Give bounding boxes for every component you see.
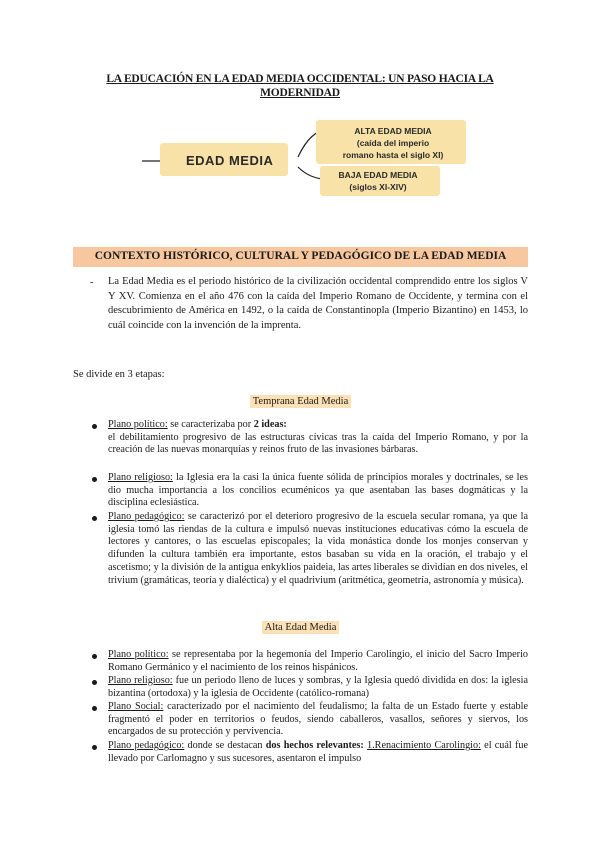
alta-line-2: (caída del imperio [356, 138, 430, 148]
alta-religioso [108, 675, 528, 700]
temprana-religioso [108, 472, 528, 510]
bullet-icon [92, 706, 97, 711]
diagram-arrows [0, 100, 600, 300]
text: se caracterizaba por [167, 419, 254, 430]
text: donde se destacan [184, 740, 266, 751]
label-2: 1.Renacimiento Carolingio: [367, 740, 481, 751]
label: Plano religioso: [108, 675, 173, 686]
bullet-icon [92, 516, 97, 521]
document-title: LA EDUCACIÓN EN LA EDAD MEDIA OCCIDENTAL: UN PASO HACIA LA MODERNIDAD [106, 73, 494, 99]
alta-politico [108, 649, 528, 674]
text-cont: el cuál fue llevado por Carlomagno y sus sucesores, asentaron el impulso [108, 740, 529, 764]
text: caracterizado por el nacimiento del feudalismo; la falta de un Estado fuerte y estable fragmentó el poder en territorios o feudos, siendo caballeros, vasallos, señores y siervos, los encargados de su protección y pervivencia. [108, 701, 528, 738]
label: Plano religioso: [108, 472, 173, 483]
intro-dash: - [90, 277, 94, 288]
text-cont: el debilitamiento progresivo de las estructuras cívicas tras la caída del Imperio Romano, y por la creación de las nuevas monarquías y reinos fruto de las invasiones bárbaras. [108, 431, 528, 456]
text: se representaba por la hegemonía del Imperio Carolingio, el inicio del Sacro Imperio Romano Germánico y el nacimiento de los reinos hispánicos. [108, 649, 528, 673]
bullet-icon [92, 654, 97, 659]
baja-line-2: (siglos XI-XIV) [349, 182, 407, 192]
baja-line-1: BAJA EDAD MEDIA [338, 170, 418, 180]
alta-heading: Alta Edad Media [262, 621, 340, 634]
alta-line-3: romano hasta el siglo XI) [342, 150, 444, 160]
label: Plano pedagógico: [108, 511, 185, 522]
temprana-politico [108, 419, 528, 457]
label: Plano político: [108, 649, 169, 660]
divide-text: Se divide en 3 etapas: [73, 369, 165, 380]
label: Plano político: [108, 419, 168, 430]
alta-pedagogico [108, 740, 528, 765]
bullet-icon [92, 424, 97, 429]
text: fue un periodo lleno de luces y sombras, y la Iglesia quedó dividida en dos: la iglesia bizantina (ortodoxa) y la iglesia de Occidente (católico-romana) [108, 675, 528, 699]
temprana-heading: Temprana Edad Media [250, 395, 351, 408]
section-title: CONTEXTO HISTÓRICO, CULTURAL Y PEDAGÓGICO DE LA EDAD MEDIA [94, 250, 507, 262]
diagram-main-label: EDAD MEDIA [186, 153, 274, 168]
text: se caracterizó por el deterioro progresivo de la escuela secular romana, ya que la iglesia tomó las riendas de la cultura e impulsó nuevas instituciones educativas cómo la escuela de lectores y cantores, o las escuelas episcopales; la vida monástica donde los monjes conservan y difunden la cultura también era importante, estos basaban su vida en la oración, el trabajo y el ascetismo; y la división de la antigua enkyklios paideia, las artes liberales se dividían en dos niveles, el trivium (gramáticas, teoría y dialéctica) y el quadrivium (aritmética, geometría, astronomía y música). [108, 511, 528, 586]
bold: dos hechos relevantes: [265, 740, 368, 751]
text: la Iglesia era la casi la única fuente sólida de principios morales y doctrinales, se les dio mucha importancia a los concilios ecuménicos ya que asentaban las bases dogmáticas y la disciplina eclesiástica. [108, 472, 529, 509]
alta-line-1: ALTA EDAD MEDIA [354, 126, 432, 136]
label: Plano Social: [108, 701, 164, 712]
temprana-pedagogico [108, 511, 528, 587]
bullet-icon [92, 745, 97, 750]
diagram-baja [330, 169, 426, 193]
alta-heading-wrap [73, 622, 528, 633]
diagram-alta [330, 125, 456, 161]
bullet-icon [92, 477, 97, 482]
alta-social [108, 701, 528, 739]
bold: 2 ideas: [253, 419, 287, 430]
temprana-heading-wrap [73, 396, 528, 407]
bullet-icon [92, 680, 97, 685]
intro-paragraph: La Edad Media es el periodo histórico de la civilización occidental comprendido entre los siglos V Y XV. Comienza en el año 476 con la caída del Imperio Romano de Occidente, y termina con el descubrimiento de América en 1492, o la caída de Constantinopla (Imperio Bizantino) en 1453, lo cuál coincide con la invención de la imprenta. [108, 276, 528, 331]
label: Plano pedagógico: [108, 740, 185, 751]
